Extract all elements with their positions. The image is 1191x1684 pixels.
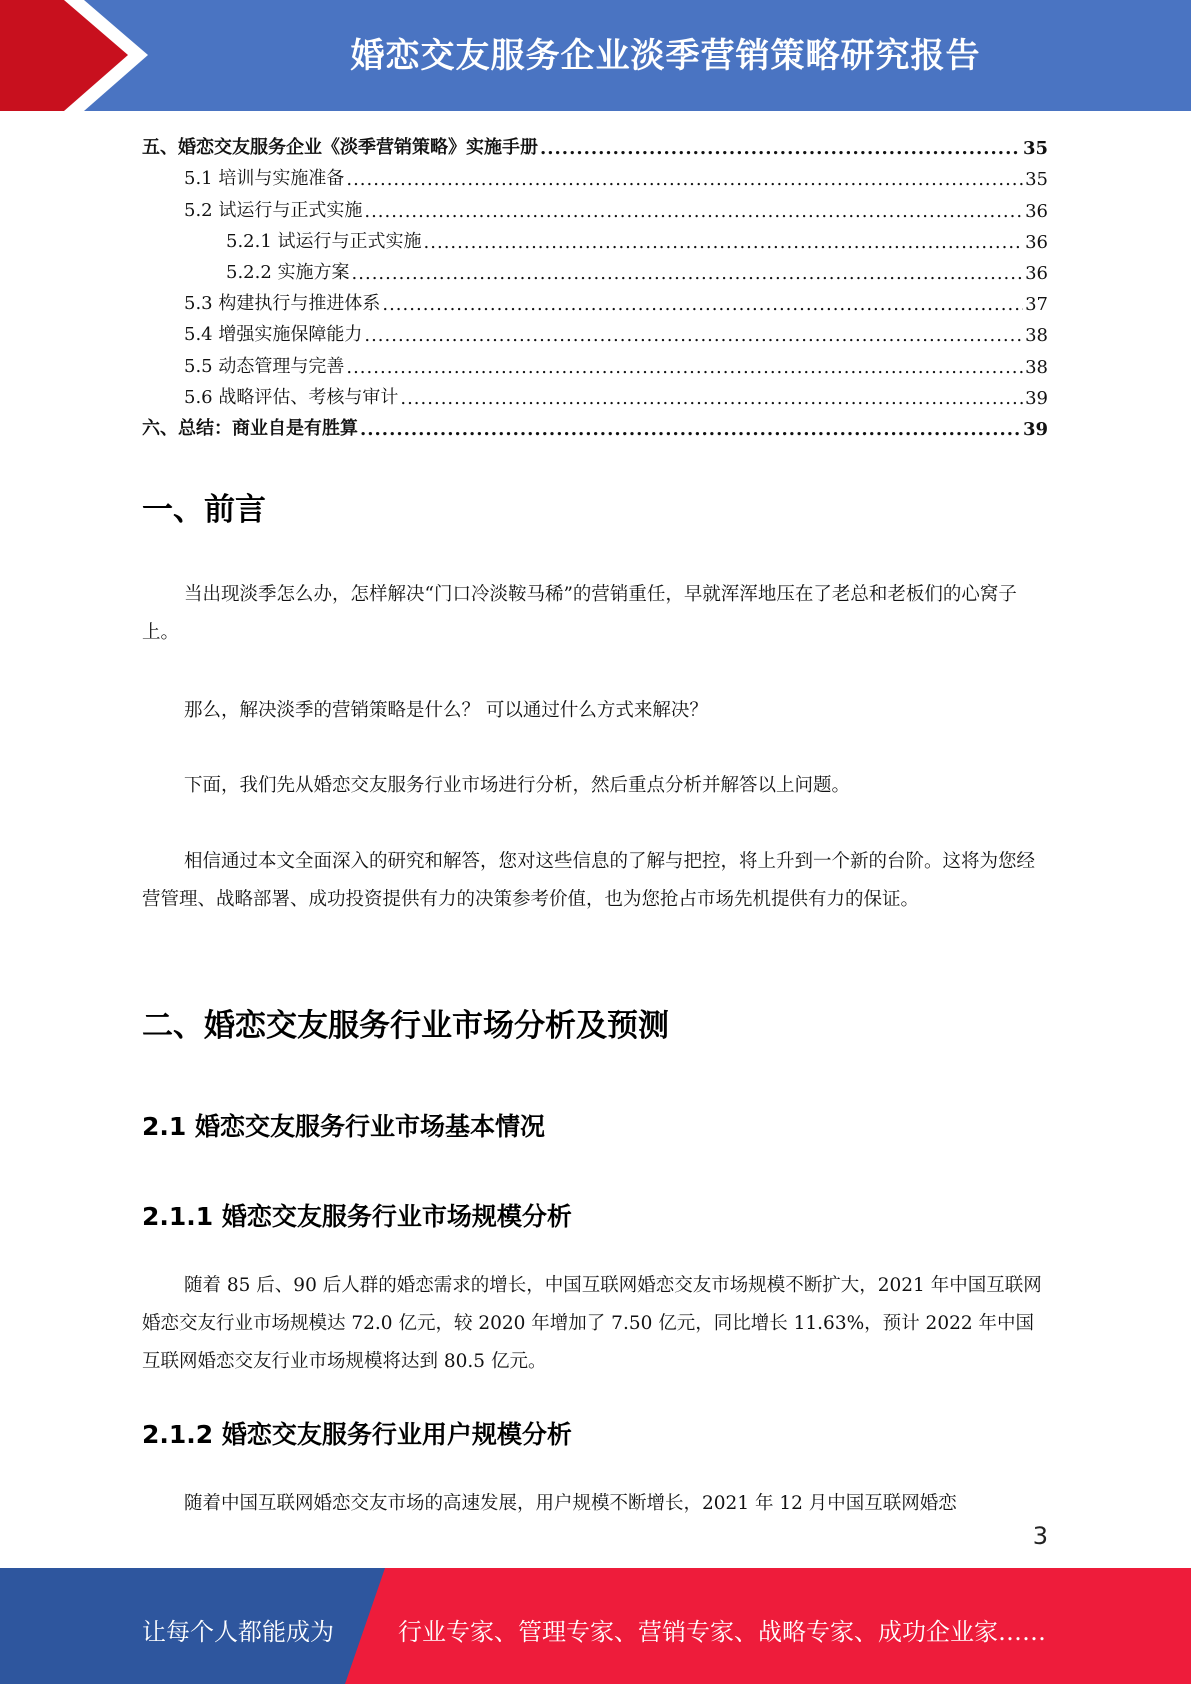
- toc-leader-dots: [360, 419, 1021, 440]
- subsection-heading: 2.1 婚恋交友服务行业市场基本情况: [142, 1112, 545, 1141]
- toc-entry-page: 36: [1025, 231, 1048, 253]
- table-of-contents: [142, 128, 1048, 440]
- toc-entry-label: 5.6 战略评估、考核与审计: [184, 386, 399, 408]
- toc-entry-label: 六、总结：商业自是有胜算: [142, 417, 358, 439]
- paragraph: 相信通过本文全面深入的研究和解答，您对这些信息的了解与把控，将上升到一个新的台阶。这将为您经营管理、战略部署、成功投资提供有力的决策参考价值，也为您抢占市场先机提供有力的保证。: [142, 851, 1036, 910]
- toc-leader-dots: [352, 263, 1024, 284]
- toc-entry[interactable]: [142, 315, 1048, 346]
- toc-entry-page: 36: [1025, 262, 1048, 284]
- toc-entry[interactable]: [142, 222, 1048, 253]
- page-number: 3: [1032, 1522, 1048, 1550]
- toc-entry-page: 39: [1025, 387, 1048, 409]
- toc-entry-page: 37: [1025, 294, 1048, 316]
- toc-entry-page: 38: [1025, 356, 1048, 378]
- toc-entry[interactable]: [142, 409, 1048, 440]
- toc-entry-label: 5.4 增强实施保障能力: [184, 324, 363, 346]
- toc-leader-dots: [346, 357, 1023, 378]
- toc-entry-label: 5.2.1 试运行与正式实施: [226, 230, 422, 252]
- paragraph: 下面，我们先从婚恋交友服务行业市场进行分析，然后重点分析并解答以上问题。: [184, 775, 851, 796]
- toc-entry-label: 5.3 构建执行与推进体系: [184, 293, 381, 315]
- paragraph: 随着 85 后、90 后人群的婚恋需求的增长，中国互联网婚恋交友市场规模不断扩大，2021 年中国互联网婚恋交友行业市场规模达 72.0 亿元，较 2020 年增加了 7.50 亿元，同比增长 11.63%，预计 2022 年中国互联网婚恋交友行业市场规模将达到 80.5 亿元。: [142, 1275, 1042, 1372]
- toc-entry-page: 38: [1025, 325, 1048, 347]
- toc-leader-dots: [364, 325, 1023, 346]
- toc-leader-dots: [540, 138, 1021, 159]
- footer-slogan-right: 行业专家、管理专家、营销专家、战略专家、成功企业家……: [398, 1618, 1046, 1646]
- toc-entry[interactable]: [142, 128, 1048, 159]
- page-header: [0, 0, 1191, 111]
- toc-entry-label: 五、婚恋交友服务企业《淡季营销策略》实施手册: [142, 137, 538, 159]
- toc-leader-dots: [364, 201, 1023, 222]
- toc-entry-label: 5.2 试运行与正式实施: [184, 199, 363, 221]
- paragraph: 那么，解决淡季的营销策略是什么？ 可以通过什么方式来解决？: [184, 700, 708, 721]
- toc-entry[interactable]: [142, 378, 1048, 409]
- toc-leader-dots: [382, 294, 1023, 315]
- section-heading-preface: 一、前言: [142, 492, 266, 528]
- toc-entry-label: 5.5 动态管理与完善: [184, 355, 345, 377]
- report-title: 婚恋交友服务企业淡季营销策略研究报告: [350, 36, 981, 76]
- toc-leader-dots: [346, 169, 1023, 190]
- toc-entry[interactable]: [142, 346, 1048, 377]
- page-footer: [0, 1568, 1191, 1684]
- toc-entry-label: 5.1 培训与实施准备: [184, 168, 345, 190]
- toc-leader-dots: [400, 388, 1023, 409]
- toc-entry-page: 36: [1025, 200, 1048, 222]
- paragraph: 随着中国互联网婚恋交友市场的高速发展，用户规模不断增长，2021 年 12 月中国互联网婚恋: [184, 1493, 957, 1514]
- subsection-heading: 2.1.1 婚恋交友服务行业市场规模分析: [142, 1202, 572, 1231]
- toc-leader-dots: [424, 232, 1024, 253]
- toc-entry-page: 35: [1025, 169, 1048, 191]
- toc-entry-page: 35: [1022, 138, 1048, 160]
- section-heading-market-analysis: 二、婚恋交友服务行业市场分析及预测: [142, 1008, 669, 1044]
- footer-slogan-left: 让每个人都能成为: [142, 1618, 334, 1646]
- toc-entry-page: 39: [1022, 418, 1048, 440]
- paragraph: 当出现淡季怎么办，怎样解决“门口冷淡鞍马稀”的营销重任，早就浑浑地压在了老总和老板们的心窝子上。: [142, 584, 1017, 643]
- subsection-heading: 2.1.2 婚恋交友服务行业用户规模分析: [142, 1420, 572, 1449]
- toc-entry[interactable]: [142, 159, 1048, 190]
- toc-entry-label: 5.2.2 实施方案: [226, 261, 350, 283]
- toc-entry[interactable]: [142, 190, 1048, 221]
- toc-entry[interactable]: [142, 284, 1048, 315]
- toc-entry[interactable]: [142, 253, 1048, 284]
